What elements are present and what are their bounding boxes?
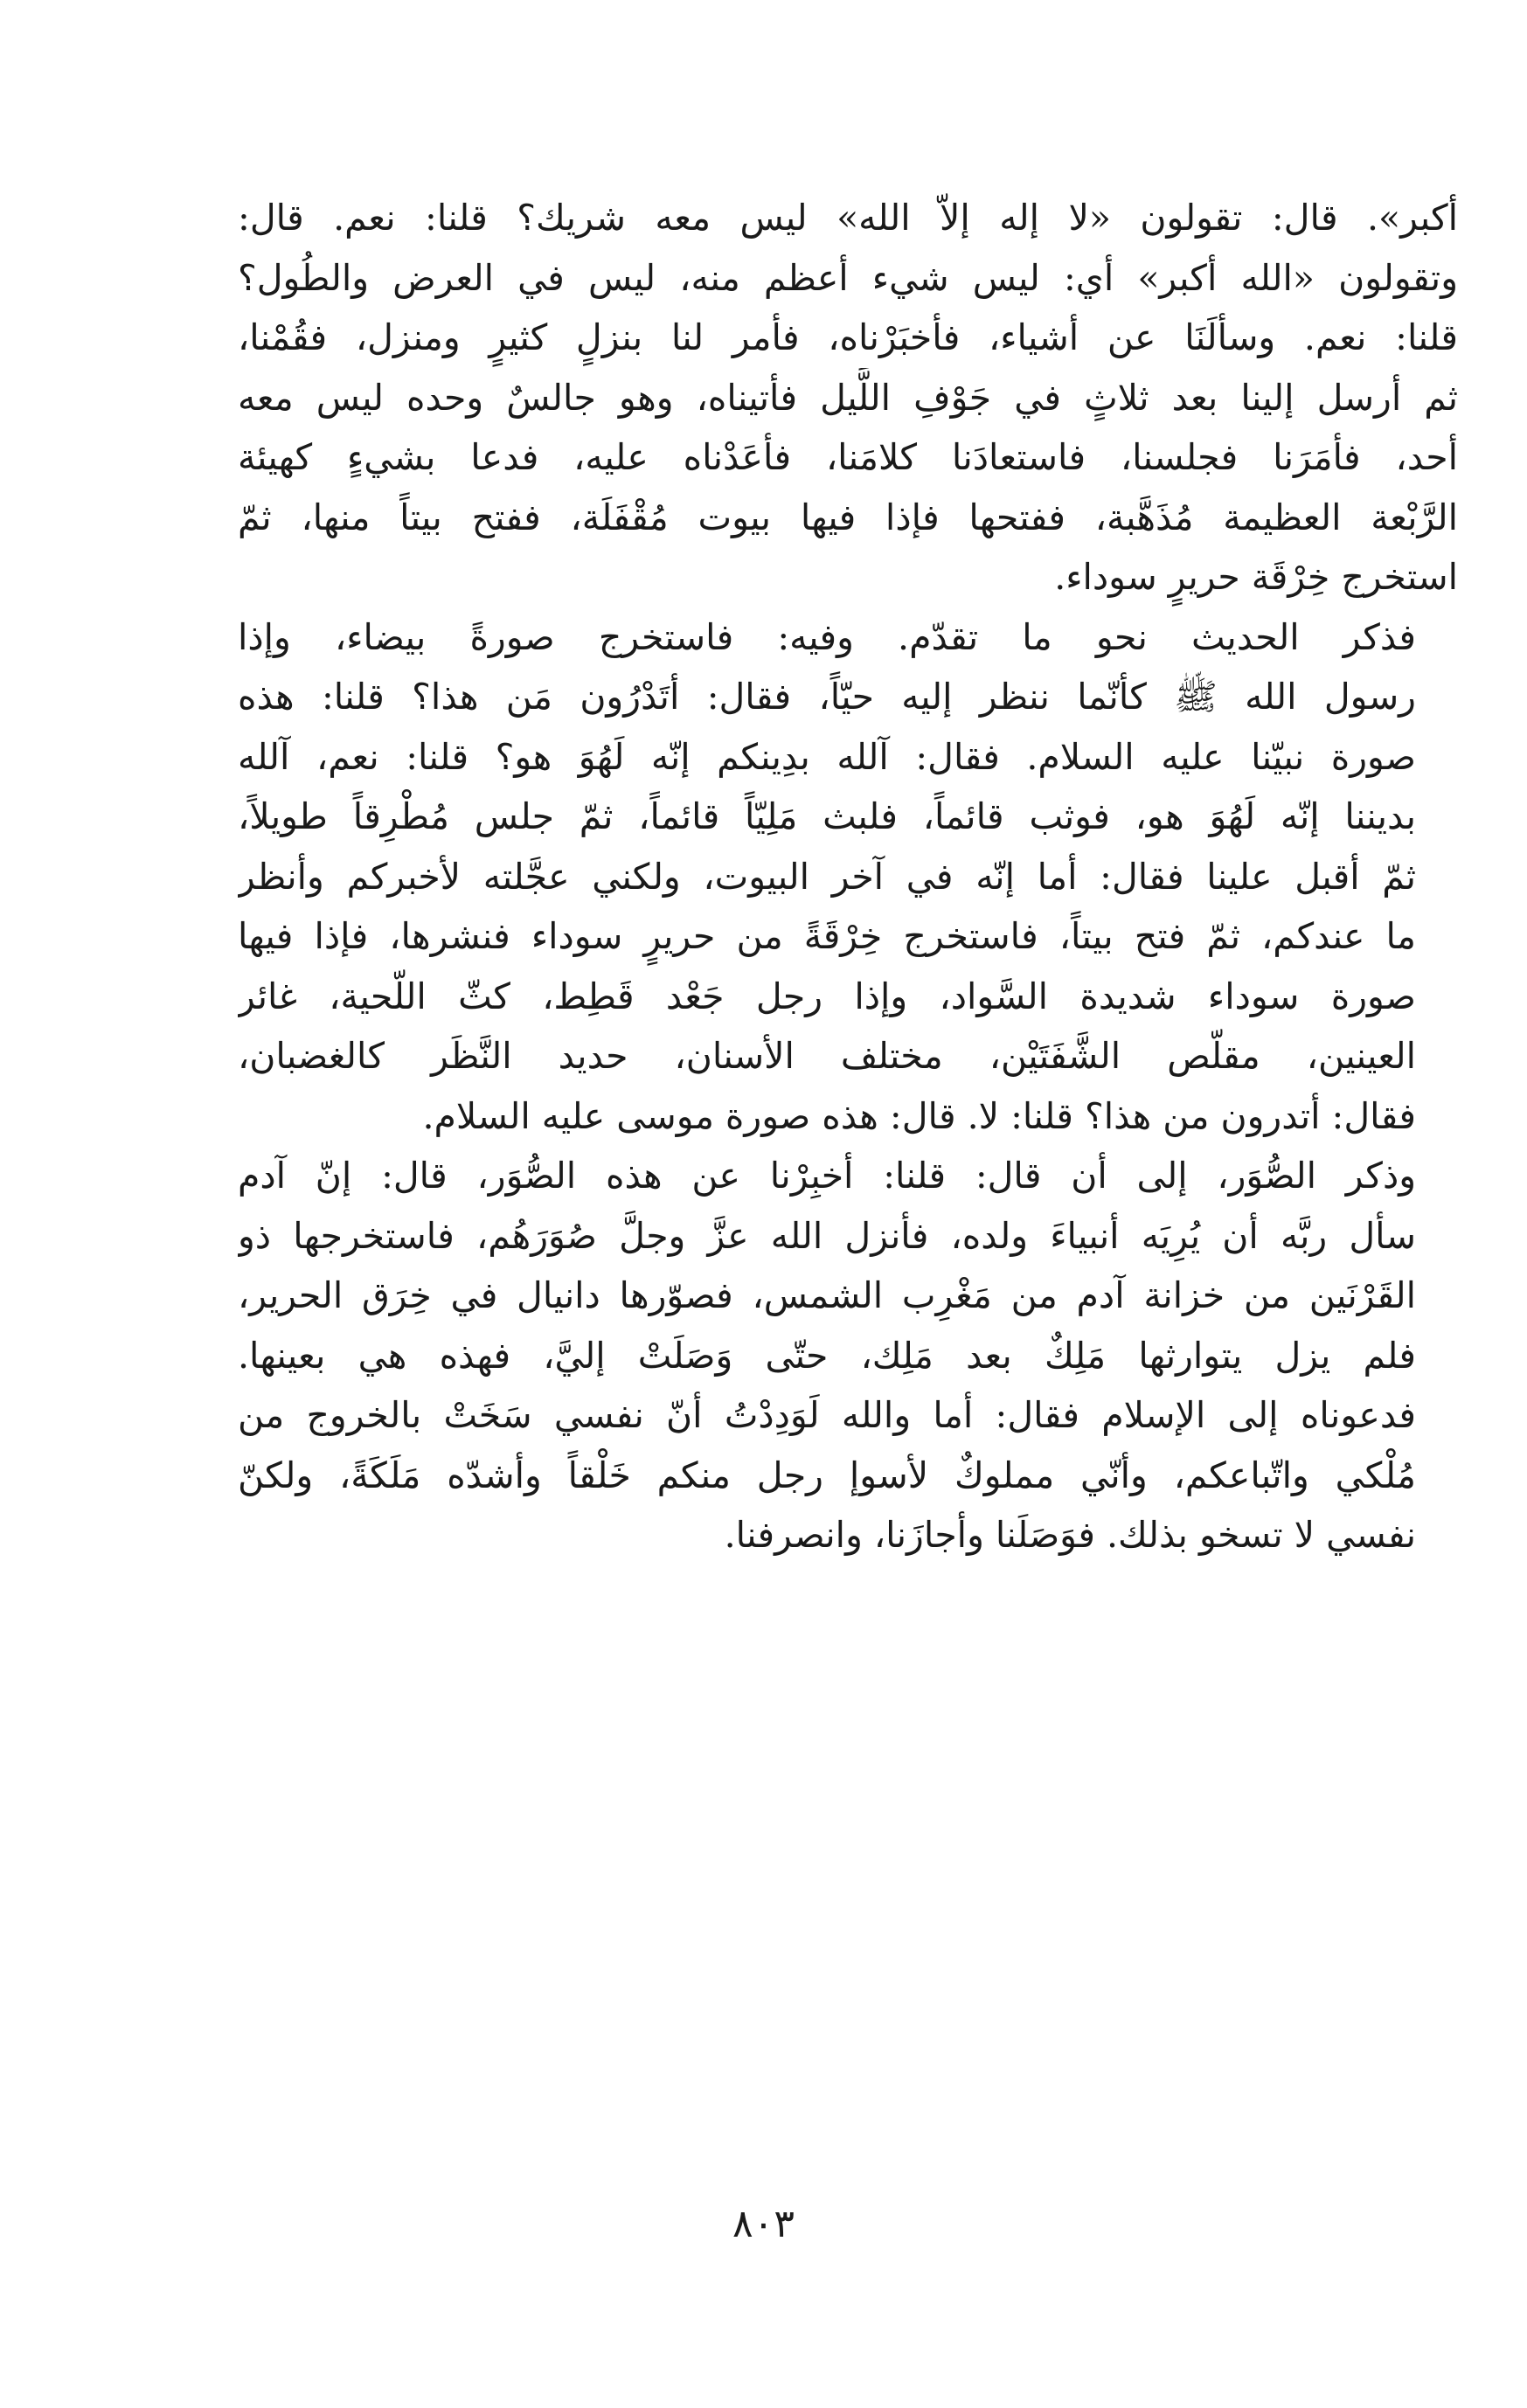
text-line: أكبر». قال: تقولون «لا إله إلاّ الله» ليس معه شريك؟ قلنا: نعم. قال: [238, 197, 1458, 239]
text-line: ما عندكم، ثمّ فتح بيتاً، فاستخرج خِرْقَةً من حريرٍ سوداء فنشرها، فإذا فيها [238, 915, 1416, 957]
text-line: الرَّبْعة العظيمة مُذَهَّبة، ففتحها فإذا فيها بيوت مُقْفَلَة، ففتح بيتاً منها، ثمّ [238, 496, 1458, 538]
text-line: فذكر الحديث نحو ما تقدّم. وفيه: فاستخرج صورةً بيضاء، وإذا [238, 615, 1416, 658]
text-line: فلم يزل يتوارثها مَلِكٌ بعد مَلِك، حتّى وَصَلَتْ إليَّ، فهذه هي بعينها. [238, 1334, 1416, 1377]
paragraph [238, 607, 1458, 1147]
text-line: وتقولون «الله أكبر» أي: ليس شيء أعظم منه، ليس في العرض والطُول؟ [238, 256, 1458, 299]
text-line: فقال: أتدرون من هذا؟ قلنا: لا. قال: هذه صورة موسى عليه السلام. [422, 1094, 1416, 1137]
text-line: ثم أرسل إلينا بعد ثلاثٍ في جَوْفِ اللَّيل فأتيناه، وهو جالسٌ وحده ليس معه [238, 376, 1458, 419]
text-line: فدعوناه إلى الإسلام فقال: أما والله لَوَدِدْتُ أنّ نفسي سَخَتْ بالخروج من [238, 1394, 1416, 1436]
text-line: وذكر الصُّوَر، إلى أن قال: قلنا: أخبِرْنا عن هذه الصُّوَر، قال: إنّ آدم [238, 1155, 1416, 1197]
text-line: ثمّ أقبل علينا فقال: أما إنّه في آخر البيوت، ولكني عجَّلته لأخبركم وأنظر [238, 855, 1416, 898]
paragraph [238, 1146, 1458, 1565]
text-line: صورة نبيّنا عليه السلام. فقال: آلله بدِينكم إنّه لَهُوَ هو؟ قلنا: نعم، آلله [238, 735, 1416, 778]
text-line: صورة سوداء شديدة السَّواد، وإذا رجل جَعْد قَطِط، كثّ اللّحية، غائر [238, 975, 1416, 1017]
page-number: ٨٠٣ [732, 2202, 795, 2246]
text-line: سأل ربَّه أن يُرِيَه أنبياءَ ولده، فأنزل الله عزَّ وجلَّ صُوَرَهُم، فاستخرجها ذو [238, 1214, 1416, 1257]
text-line: بديننا إنّه لَهُوَ هو، فوثب قائماً، فلبث مَلِيّاً قائماً، ثمّ جلس مُطْرِقاً طويلاً، [238, 795, 1416, 837]
text-line: استخرج خِرْقَة حريرٍ سوداء. [1054, 556, 1458, 598]
text-line: قلنا: نعم. وسألَنَا عن أشياء، فأخبَرْناه، فأمر لنا بنزلٍ كثيرٍ ومنزل، فقُمْنا، [238, 316, 1458, 358]
text-line: القَرْنَين من خزانة آدم من مَغْرِب الشمس، فصوّرها دانيال في خِرَق الحرير، [238, 1274, 1416, 1316]
text-line: مُلْكي واتّباعكم، وأنّي مملوكٌ لأسوإ رجل منكم خَلْقاً وأشدّه مَلَكَةً، ولكنّ [238, 1454, 1416, 1496]
text-line: نفسي لا تسخو بذلك. فوَصَلَنا وأجازَنا، وانصرفنا. [724, 1514, 1416, 1556]
paragraphs [238, 188, 1458, 1565]
paragraph [238, 188, 1458, 607]
text-line: العينين، مقلّص الشَّفَتَيْن، مختلف الأسنان، حديد النَّظَر كالغضبان، [238, 1035, 1416, 1077]
text-line: رسول الله ﷺ كأنّما ننظر إليه حيّاً، فقال: أتَدْرُون مَن هذا؟ قلنا: هذه [238, 676, 1416, 718]
text-line: أحد، فأمَرَنا فجلسنا، فاستعادَنا كلامَنا، فأعَدْناه عليه، فدعا بشيءٍ كهيئة [238, 436, 1458, 478]
body-text [238, 188, 1458, 1565]
